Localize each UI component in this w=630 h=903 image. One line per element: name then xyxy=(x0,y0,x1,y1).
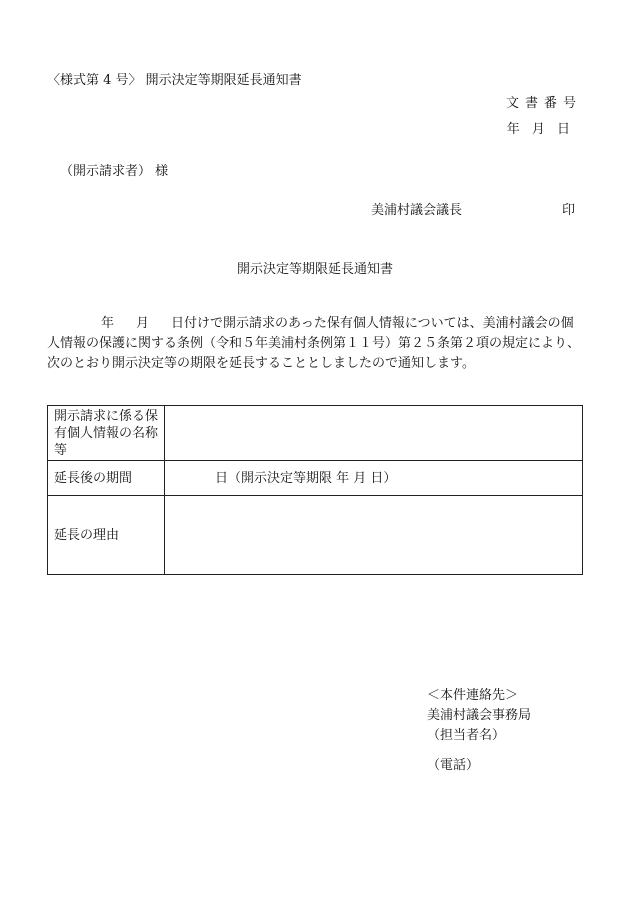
table-row xyxy=(48,406,583,461)
row-value xyxy=(165,461,583,496)
contact-office: 美浦村議会事務局 xyxy=(427,708,532,723)
recipient: （開示請求者） 様 xyxy=(60,164,169,179)
contact-person: （担当者名） xyxy=(427,728,506,743)
body-paragraph xyxy=(47,314,583,374)
contact-phone: （電話） xyxy=(427,758,480,773)
contact-heading: ＜本件連絡先＞ xyxy=(427,688,519,703)
table-row xyxy=(48,461,583,496)
row-value xyxy=(165,496,583,575)
body-text: 日付けで開示請求のあった保有個人情報については、美浦村議会の個人情報の保護に関する条例（令和５年美浦村条例第１１号）第２５条第２項の規定により、次のとおり開示決定等の期限を延長することとしましたので通知します。 xyxy=(47,316,581,371)
sender-name: 美浦村議会議長 xyxy=(371,203,463,218)
table-row xyxy=(48,496,583,575)
document-number: 文書番号 xyxy=(505,96,582,111)
seal-mark: 印 xyxy=(562,203,576,218)
document-title: 開示決定等期限延長通知書 xyxy=(236,262,393,277)
document-date: 年 月 日 xyxy=(506,122,574,137)
body-month: 月 xyxy=(136,316,150,331)
row-label: 開示請求に係る保有個人情報の名称等 xyxy=(48,406,165,461)
row-label: 延長の理由 xyxy=(48,496,165,575)
contact-block xyxy=(427,686,531,776)
form-number: 〈様式第 4 号〉 開示決定等期限延長通知書 xyxy=(47,73,302,88)
extension-period: 日（開示決定等期限 年 月 日） xyxy=(215,470,397,486)
body-year: 年 xyxy=(101,316,115,331)
row-label: 延長後の期間 xyxy=(48,461,165,496)
info-table xyxy=(47,405,583,575)
row-value xyxy=(165,406,583,461)
